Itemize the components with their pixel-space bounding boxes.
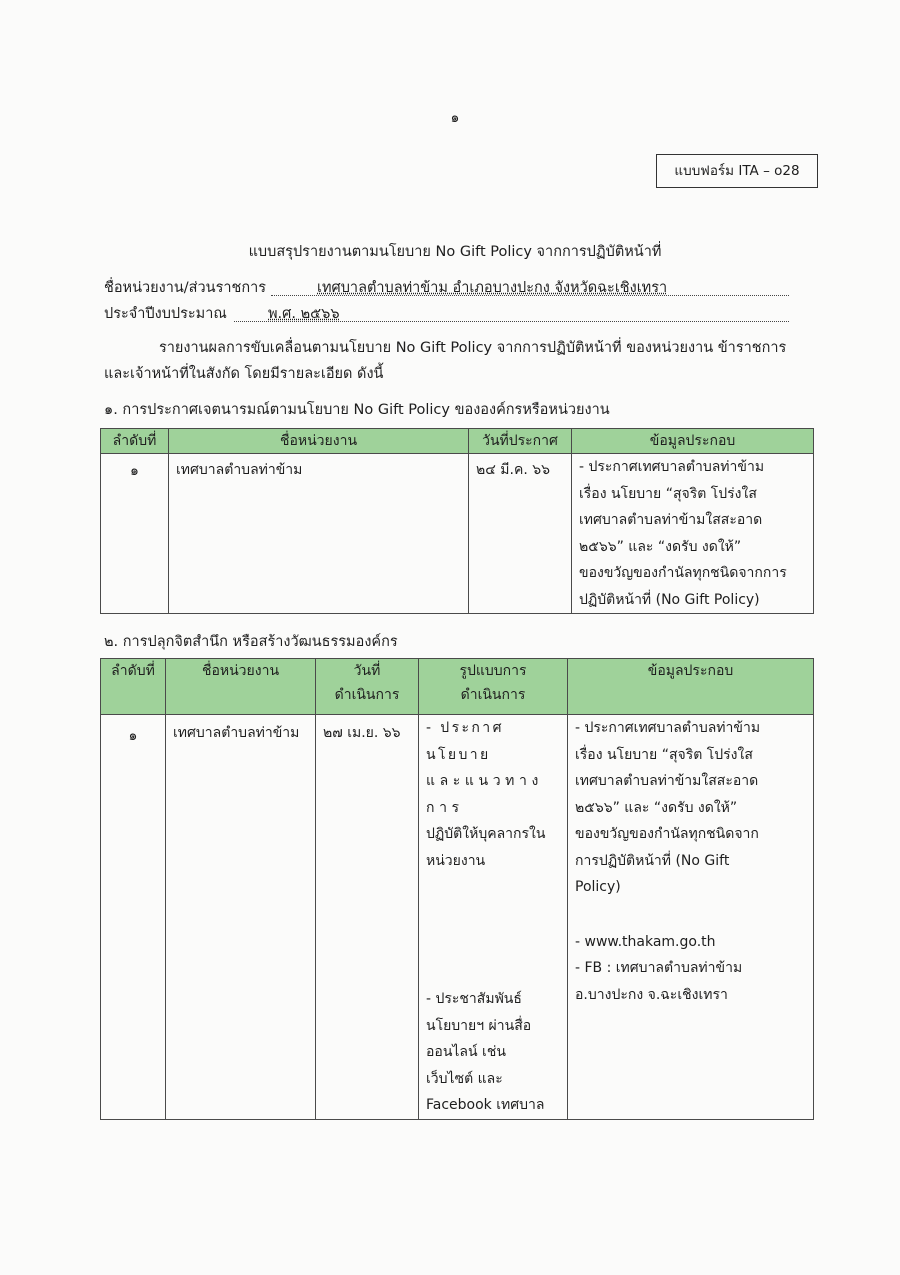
section2-heading: ๒. การปลุกจิตสำนึก หรือสร้างวัฒนธรรมองค์กร <box>104 634 398 650</box>
cell-agency: เทศบาลตำบลท่าข้าม <box>169 454 469 614</box>
agency-value <box>271 276 789 296</box>
table-row <box>101 715 814 1120</box>
col-header-info: ข้อมูลประกอบ <box>572 429 814 454</box>
intro-line-2: และเจ้าหน้าที่ในสังกัด โดยมีรายละเอียด ดังนี้ <box>104 366 384 382</box>
form-line: นโยบายฯ ผ่านสื่อ <box>426 1017 532 1034</box>
col-header-info: ข้อมูลประกอบ <box>568 659 814 715</box>
info-line: ของขวัญของกำนัลทุกชนิดจาก <box>575 826 759 842</box>
form-line: หน่วยงาน <box>426 852 486 869</box>
form-line: และแนวทางการ <box>426 773 543 816</box>
cell-form <box>419 715 568 1120</box>
info-line: เทศบาลตำบลท่าข้ามใสสะอาด <box>579 512 763 528</box>
info-line: Policy) <box>575 879 621 895</box>
col-header-agency: ชื่อหน่วยงาน <box>166 659 316 715</box>
fiscal-value <box>234 302 789 322</box>
cell-info <box>572 454 814 614</box>
cell-agency: เทศบาลตำบลท่าข้าม <box>166 715 316 1120</box>
col-header-no: ลำดับที่ <box>101 659 166 715</box>
form-line: - ประชาสัมพันธ์ <box>426 991 522 1007</box>
info-line: เรื่อง นโยบาย “สุจริต โปร่งใส <box>579 485 757 502</box>
col-header-no: ลำดับที่ <box>101 429 169 454</box>
info-line: - FB : เทศบาลตำบลท่าข้าม <box>575 960 743 976</box>
col-header-form-line1: รูปแบบการ <box>459 663 527 679</box>
fiscal-value-text: พ.ศ. ๒๕๖๖ <box>268 306 340 322</box>
section1-table <box>100 428 814 614</box>
fiscal-label: ประจำปีงบประมาณ <box>104 306 227 322</box>
section2-header-row <box>101 659 814 715</box>
info-line: ปฏิบัติหน้าที่ (No Gift Policy) <box>579 591 760 608</box>
section2-table <box>100 658 814 1120</box>
form-code-box: แบบฟอร์ม ITA – o28 <box>656 154 818 188</box>
agency-label: ชื่อหน่วยงาน/ส่วนราชการ <box>104 280 267 296</box>
info-line: ของขวัญของกำนัลทุกชนิดจากการ <box>579 565 787 581</box>
info-line: เทศบาลตำบลท่าข้ามใสสะอาด <box>575 773 759 789</box>
cell-no: ๑ <box>101 454 169 614</box>
col-header-agency: ชื่อหน่วยงาน <box>169 429 469 454</box>
col-header-form-line2: ดำเนินการ <box>460 687 526 703</box>
info-line: ๒๕๖๖” และ “งดรับ งดให้” <box>575 799 738 816</box>
info-line: - ประกาศเทศบาลตำบลท่าข้าม <box>579 459 765 475</box>
form-line: เว็บไซต์ และ <box>426 1070 503 1087</box>
section1-header-row <box>101 429 814 454</box>
col-header-date-line1: วันที่ <box>353 663 381 679</box>
info-line: อ.บางปะกง จ.ฉะเชิงเทรา <box>575 986 728 1003</box>
cell-date: ๒๔ มี.ค. ๖๖ <box>469 454 572 614</box>
table-row <box>101 454 814 614</box>
fiscal-row <box>104 302 340 325</box>
info-line: - ประกาศเทศบาลตำบลท่าข้าม <box>575 720 761 736</box>
col-header-form <box>419 659 568 715</box>
section1-heading: ๑. การประกาศเจตนารมณ์ตามนโยบาย No Gift Policy ขององค์กรหรือหน่วยงาน <box>104 402 610 418</box>
cell-info <box>568 715 814 1120</box>
agency-value-text: เทศบาลตำบลท่าข้าม อำเภอบางปะกง จังหวัดฉะเชิงเทรา <box>317 280 668 296</box>
col-header-date <box>316 659 419 715</box>
info-line: - www.thakam.go.th <box>575 933 716 950</box>
page-number: ๑ <box>450 110 460 126</box>
cell-no: ๑ <box>101 715 166 1120</box>
form-line: ปฏิบัติให้บุคลากรใน <box>426 826 546 842</box>
document-title: แบบสรุปรายงานตามนโยบาย No Gift Policy จากการปฏิบัติหน้าที่ <box>248 244 662 260</box>
intro-paragraph <box>104 335 816 387</box>
cell-date: ๒๗ เม.ย. ๖๖ <box>316 715 419 1120</box>
intro-line-1: รายงานผลการขับเคลื่อนตามนโยบาย No Gift Policy จากการปฏิบัติหน้าที่ ของหน่วยงาน ข้าราชการ <box>159 340 787 356</box>
form-line: ออนไลน์ เช่น <box>426 1044 506 1060</box>
agency-row <box>104 276 668 299</box>
col-header-date: วันที่ประกาศ <box>469 429 572 454</box>
info-line: เรื่อง นโยบาย “สุจริต โปร่งใส <box>575 746 753 763</box>
col-header-date-line2: ดำเนินการ <box>334 687 400 703</box>
info-line: ๒๕๖๖” และ “งดรับ งดให้” <box>579 538 742 555</box>
form-line: - ประกาศนโยบาย <box>426 720 504 763</box>
form-line: Facebook เทศบาล <box>426 1097 545 1113</box>
info-line: การปฏิบัติหน้าที่ (No Gift <box>575 852 730 869</box>
